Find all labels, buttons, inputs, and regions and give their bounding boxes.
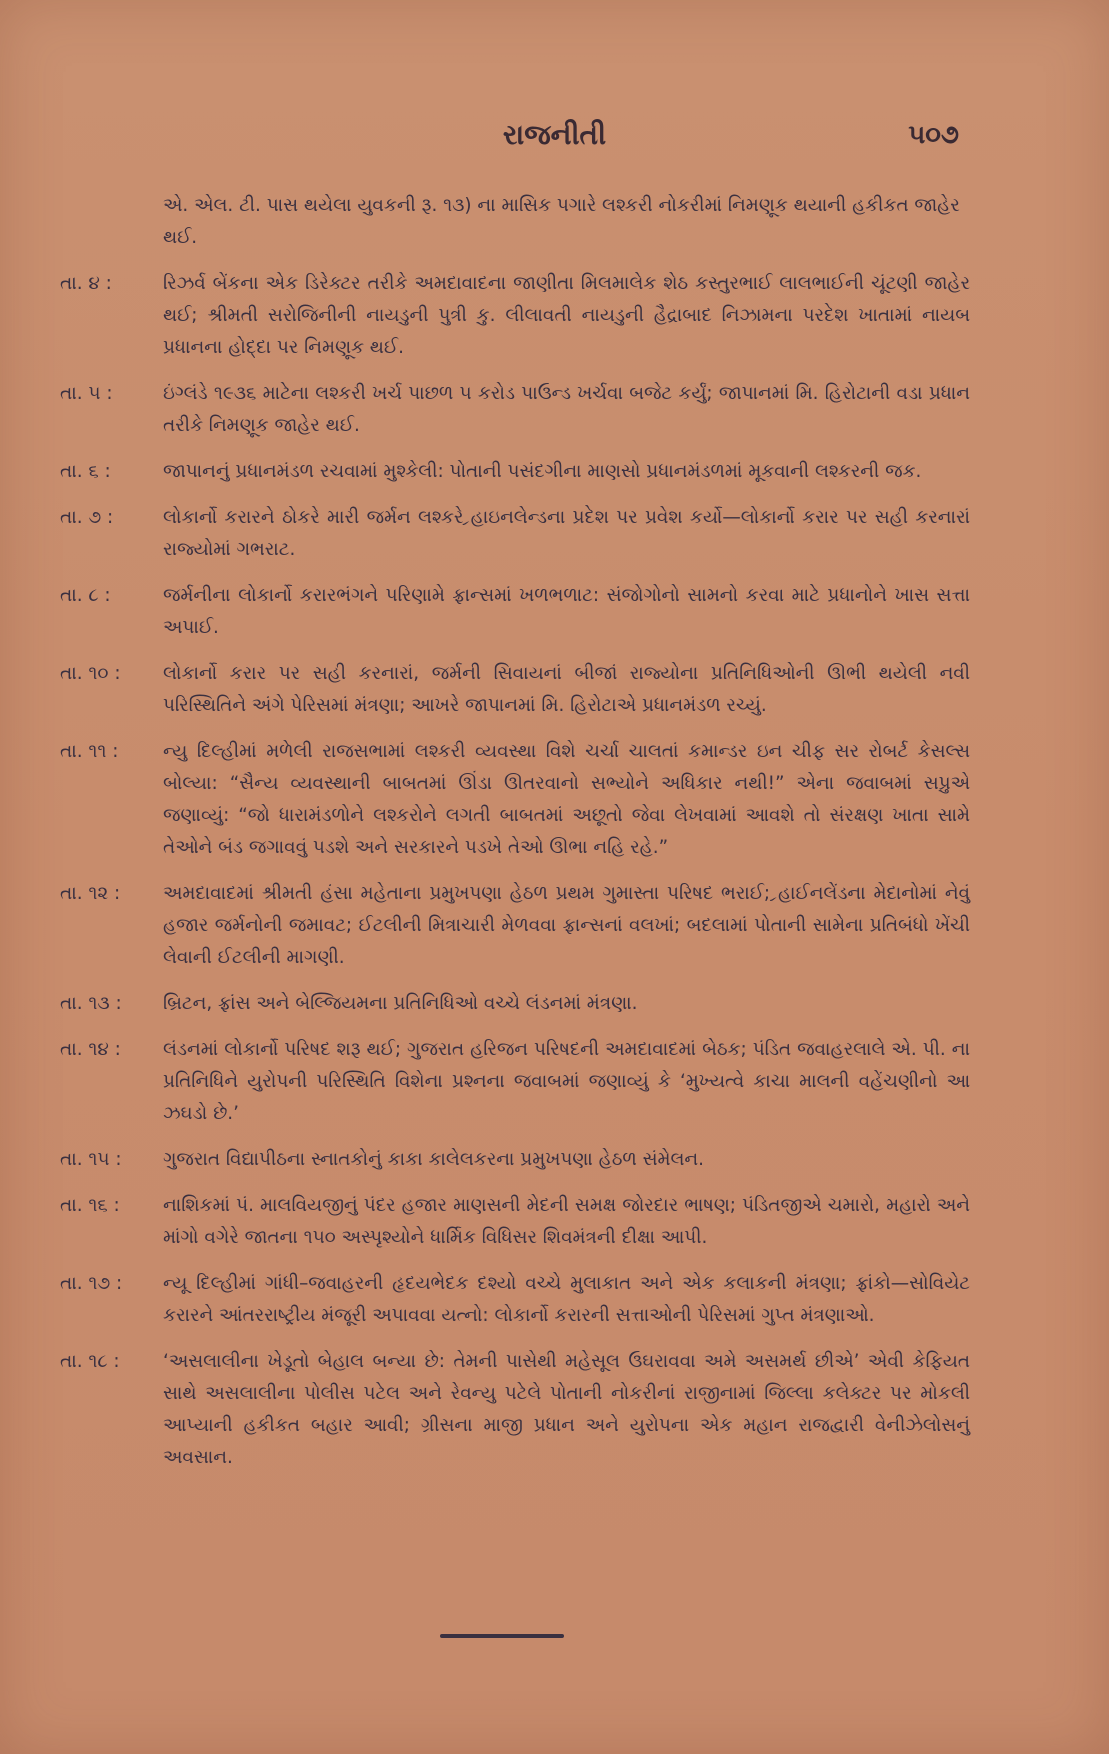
- entry-date: તા. ૬ :: [60, 461, 111, 482]
- chronology-entry: [60, 268, 970, 364]
- chronology-entry: [60, 502, 970, 566]
- chronology-entry: [60, 1144, 970, 1176]
- chronology-entry: [60, 378, 970, 442]
- end-rule: [440, 1634, 564, 1638]
- entry-text: અમદાવાદમાં શ્રીમતી હંસા મહેતાના પ્રમુખપણા હેઠળ પ્રથમ ગુમાસ્તા પરિષદ ભરાઈ; ર્‍હાઈનલેંડના મેદાનોમાં નેવું હજાર જર્મનોની જમાવટ; ઈટલીની મિત્રાચારી મેળવવા ફ્રાન્સનાં વલખાં; બદલામાં પોતાની સામેના પ્રતિબંધો ખેંચી લેવાની ઈટલીની માગણી.: [163, 883, 970, 968]
- entry-text: જર્મનીના લોકાર્નો કરારભંગને પરિણામે ફ્રાન્સમાં ખળભળાટ: સંજોગોનો સામનો કરવા માટે પ્રધાનોને ખાસ સત્તા અપાઈ.: [163, 585, 970, 638]
- entry-date: તા. ૪ :: [60, 273, 112, 294]
- chronology-entry: [60, 658, 970, 722]
- entry-date: તા. ૧૧ :: [60, 741, 119, 762]
- entry-date: તા. ૧૫ :: [60, 1149, 122, 1170]
- entry-text: લોકાર્નો કરારને ઠોકરે મારી જર્મન લશ્કરે ર્‍હાઇનલેન્ડના પ્રદેશ પર પ્રવેશ કર્યો—લોકાર્નો કરાર પર સહી કરનારાં રાજ્યોમાં ગભરાટ.: [163, 507, 970, 560]
- entry-text: ગુજરાત વિદ્યાપીઠના સ્નાતકોનું કાકા કાલેલકરના પ્રમુખપણા હેઠળ સંમેલન.: [163, 1149, 704, 1170]
- chronology-entry: [60, 1034, 970, 1130]
- entry-text: જાપાનનું પ્રધાનમંડળ રચવામાં મુશ્કેલી: પોતાની પસંદગીના માણસો પ્રધાનમંડળમાં મૂકવાની લશ્કરની જક.: [163, 461, 922, 482]
- chronology-entry: [60, 1190, 970, 1254]
- chronology-body: [60, 190, 970, 1488]
- entry-date: તા. ૧૬ :: [60, 1195, 120, 1216]
- chronology-entry: [60, 988, 970, 1020]
- entry-text: ન્યૂ દિલ્હીમાં ગાંધી–જવાહરની હૃદયભેદક દશ્યો વચ્ચે મુલાકાત અને એક કલાકની મંત્રણા; ફ્રાંકો—સોવિયેટ કરારને આંતરરાષ્ટ્રીય મંજૂરી અપાવવા યત્નો: લોકાર્નો કરારની સત્તાઓની પેરિસમાં ગુપ્ત મંત્રણાઓ.: [163, 1273, 970, 1326]
- chronology-entry: [60, 580, 970, 644]
- entry-text: લોકાર્નો કરાર પર સહી કરનારાં, જર્મની સિવાયનાં બીજાં રાજ્યોના પ્રતિનિધિઓની ઊભી થયેલી નવી પરિસ્થિતિને અંગે પેરિસમાં મંત્રણા; આખરે જાપાનમાં મિ. હિરોટાએ પ્રધાનમંડળ રચ્યું.: [163, 663, 970, 716]
- entry-text: રિઝર્વ બેંકના એક ડિરેક્ટર તરીકે અમદાવાદના જાણીતા મિલમાલેક શેઠ કસ્તુરભાઈ લાલભાઈની ચૂંટણી જાહેર થઈ; શ્રીમતી સરોજિનીની નાયડુની પુત્રી કુ. લીલાવતી નાયડુની હૈદ્રાબાદ નિઝામના પરદેશ ખાતામાં નાયબ પ્રધાનના હોદ્દા પર નિમણૂક થઈ.: [163, 273, 970, 358]
- entry-date: તા. ૧૮ :: [60, 1351, 120, 1372]
- entry-text: ‘અસલાલીના ખેડૂતો બેહાલ બન્યા છે: તેમની પાસેથી મહેસૂલ ઉઘરાવવા અમે અસમર્થ છીએ’ એવી કેફિયત સાથે અસલાલીના પોલીસ પટેલ અને રેવન્યુ પટેલે પોતાની નોકરીનાં રાજીનામાં જિલ્લા કલેક્ટર પર મોકલી આપ્યાની હકીકત બહાર આવી; ગ્રીસના માજી પ્રધાન અને યુરોપના એક મહાન રાજદ્વારી વેનીઝેલોસનું અવસાન.: [163, 1351, 970, 1468]
- entry-text: નાશિકમાં પં. માલવિયજીનું પંદર હજાર માણસની મેદની સમક્ષ જોરદાર ભાષણ; પંડિતજીએ ચમારો, મહારો અને માંગો વગેરે જાતના ૧૫૦ અસ્પૃશ્યોને ધાર્મિક વિધિસર શિવમંત્રની દીક્ષા આપી.: [163, 1195, 970, 1248]
- entry-date: તા. ૧૪ :: [60, 1039, 121, 1060]
- entry-date: તા. ૧૭ :: [60, 1273, 123, 1294]
- entry-date: તા. ૧૦ :: [60, 663, 121, 684]
- chronology-entry: [60, 1268, 970, 1332]
- running-title: રાજનીતી: [502, 118, 607, 151]
- entry-text: ઇંગ્લંડે ૧૯૩૬ માટેના લશ્કરી ખર્ચ પાછળ ૫ કરોડ પાઉન્ડ ખર્ચવા બજેટ કર્યું; જાપાનમાં મિ. હિરોટાની વડા પ્રધાન તરીકે નિમણૂક જાહેર થઈ.: [163, 383, 970, 436]
- entry-date: તા. ૧૩ :: [60, 993, 122, 1014]
- entry-text: ન્યુ દિલ્હીમાં મળેલી રાજસભામાં લશ્કરી વ્યવસ્થા વિશે ચર્ચા ચાલતાં કમાન્ડર ઇન ચીફ સર રોબર્ટ કેસલ્સ બોલ્યા: “સૈન્ય વ્યવસ્થાની બાબતમાં ઊંડા ઊતરવાનો સભ્યોને અધિકાર નથી!” એના જવાબમાં સપ્રુએ જણાવ્યું: “જો ધારામંડળોને લશ્કરોને લગતી બાબતમાં અછૂતો જેવા લેખવામાં આવશે તો સંરક્ષણ ખાતા સામે તેઓને બંડ જગાવવું પડશે અને સરકારને પડખે તેઓ ઊભા નહિ રહે.”: [163, 741, 970, 858]
- entry-date: તા. ૮ :: [60, 585, 111, 606]
- entry-text: બ્રિટન, ફ્રાંસ અને બેલ્જિયમના પ્રતિનિધિઓ વચ્ચે લંડનમાં મંત્રણા.: [163, 993, 638, 1014]
- chronology-entry: [60, 1346, 970, 1474]
- chronology-entry: [60, 736, 970, 864]
- page-number: ૫૦૭: [908, 120, 959, 150]
- chronology-entry: [60, 878, 970, 974]
- continued-paragraph: એ. એલ. ટી. પાસ થયેલા યુવકની રૂ. ૧૩) ના માસિક પગારે લશ્કરી નોકરીમાં નિમણૂક થયાની હકીકત જાહેર થઈ.: [163, 195, 960, 248]
- chronology-entry: [60, 456, 970, 488]
- page-header: [0, 118, 1109, 158]
- entry-date: તા. ૧૨ :: [60, 883, 121, 904]
- entry-text: લંડનમાં લોકાર્નો પરિષદ શરૂ થઈ; ગુજરાત હરિજન પરિષદની અમદાવાદમાં બેઠક; પંડિત જવાહરલાલે એ. પી. ના પ્રતિનિધિને યુરોપની પરિસ્થિતિ વિશેના પ્રશ્નના જવાબમાં જણાવ્યું કે ‘મુખ્યત્વે કાચા માલની વહેંચણીનો આ ઝઘડો છે.’: [163, 1039, 970, 1124]
- entry-date: તા. ૭ :: [60, 507, 114, 528]
- entry-date: તા. ૫ :: [60, 383, 113, 404]
